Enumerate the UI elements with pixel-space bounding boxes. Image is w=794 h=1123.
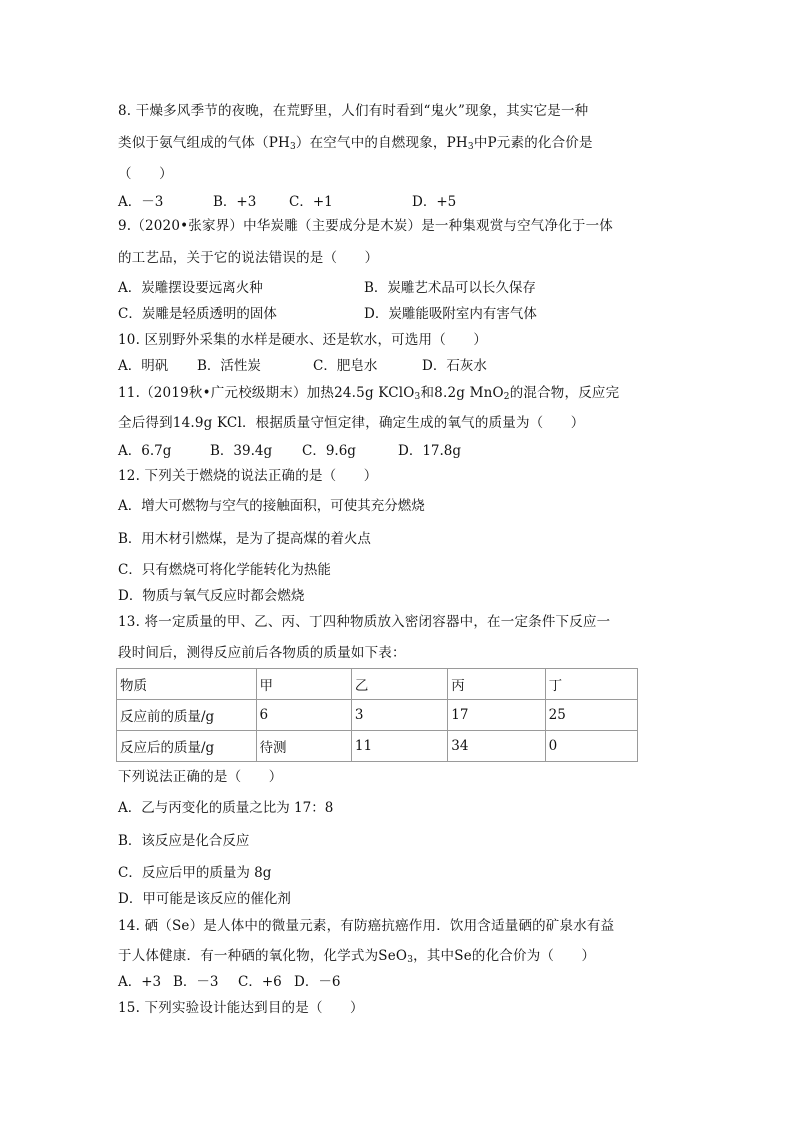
q12-option-b: B．用木材引燃煤，是为了提高煤的着火点 <box>118 531 371 547</box>
mass-table <box>116 668 638 762</box>
table-cell: 25 <box>545 700 637 731</box>
table-cell: 3 <box>351 700 447 731</box>
q12-option-c: C．只有燃烧可将化学能转化为热能 <box>118 562 331 578</box>
table-cell: 反应后的质量/g <box>117 731 257 762</box>
table-row <box>117 731 638 762</box>
q10-stem: 10. 区别野外采集的水样是硬水、还是软水，可选用（ ） <box>118 332 488 348</box>
table-cell: 丁 <box>545 669 637 700</box>
table-cell: 17 <box>448 700 545 731</box>
table-cell: 丙 <box>448 669 545 700</box>
q13-stem-line2: 段时间后，测得反应前后各物质的质量如下表： <box>118 645 406 661</box>
table-cell: 11 <box>351 731 447 762</box>
q9-option-d: D．炭雕能吸附室内有害气体 <box>364 306 537 322</box>
q12-option-a: A．增大可燃物与空气的接触面积，可使其充分燃烧 <box>118 498 425 514</box>
table-row <box>117 700 638 731</box>
q14-option-d: D．－6 <box>294 974 341 990</box>
q11-stem-line2: 全后得到14.9g KCl．根据质量守恒定律，确定生成的氧气的质量为（ ） <box>118 415 585 431</box>
q8-option-b: B．+3 <box>213 194 257 210</box>
table-cell: 物质 <box>117 669 257 700</box>
q10-option-c: C．肥皂水 <box>313 358 378 374</box>
q9-stem-line2: 的工艺品，关于它的说法错误的是（ ） <box>118 250 379 266</box>
q8-stem-line2: 类似于氨气组成的气体$(PH_3)$在空气中的自燃现象，$PH_3$中P元素的化合价是 <box>118 135 593 152</box>
q14-stem-line1: 14. 硒（Se）是人体中的微量元素，有防癌抗癌作用．饮用含适量硒的矿泉水有益 <box>118 918 615 934</box>
q14-option-b: B．－3 <box>173 974 219 990</box>
q10-option-d: D．石灰水 <box>422 358 487 374</box>
table-row <box>117 669 638 700</box>
q11-option-b: B．39.4g <box>210 443 273 459</box>
q13-stem-line1: 13. 将一定质量的甲、乙、丙、丁四种物质放入密闭容器中，在一定条件下反应一 <box>118 614 611 630</box>
q8-option-c: C．+1 <box>289 194 333 210</box>
q9-option-c: C．炭雕是轻质透明的固体 <box>118 306 277 322</box>
q13-option-b: B．该反应是化合反应 <box>118 833 250 849</box>
table-cell: 34 <box>448 731 545 762</box>
table-cell: 6 <box>256 700 351 731</box>
q10-option-a: A．明矾 <box>118 358 169 374</box>
q10-option-b: B．活性炭 <box>197 358 261 374</box>
q9-option-b: B．炭雕艺术品可以长久保存 <box>364 280 536 296</box>
q15-stem: 15. 下列实验设计能达到目的是（ ） <box>118 1000 364 1016</box>
q8-option-d: D．+5 <box>412 194 457 210</box>
q8-answer-blank: （ ） <box>118 166 173 182</box>
q13-option-d: D．甲可能是该反应的催化剂 <box>118 891 291 907</box>
table-cell: 甲 <box>256 669 351 700</box>
table-cell: 反应前的质量/g <box>117 700 257 731</box>
q11-option-c: C．9.6g <box>302 443 356 459</box>
q14-option-c: C．+6 <box>238 974 282 990</box>
q13-prompt: 下列说法正确的是（ ） <box>118 769 283 785</box>
q11-option-a: A．6.7g <box>118 443 172 459</box>
q8-option-a: A．－3 <box>118 194 164 210</box>
q13-option-a: A．乙与丙变化的质量之比为 17：8 <box>118 800 334 816</box>
q14-option-a: A．+3 <box>118 974 162 990</box>
table-cell: 0 <box>545 731 637 762</box>
q12-stem: 12. 下列关于燃烧的说法正确的是（ ） <box>118 468 378 484</box>
q9-stem-line1: 9.（2020•张家界）中华炭雕（主要成分是木炭）是一种集观赏与空气净化于一体 <box>118 218 613 234</box>
q14-stem-line2: 于人体健康．有一种硒的氧化物，化学式为SeO$_3$，其中Se的化合价为（ ） <box>118 948 596 965</box>
q13-option-c: C．反应后甲的质量为 8g <box>118 865 272 881</box>
table-cell: 乙 <box>351 669 447 700</box>
q11-stem-line1: 11.（2019秋•广元校级期末）加热24.5g KClO$_3$和8.2g MnO$_2$的混合物，反应完 <box>118 385 620 402</box>
q12-option-d: D．物质与氧气反应时都会燃烧 <box>118 588 305 604</box>
table-cell: 待测 <box>256 731 351 762</box>
q8-stem-line1: 8. 干燥多风季节的夜晚，在荒野里，人们有时看到“鬼火”现象，其实它是一种 <box>118 103 589 119</box>
q9-option-a: A．炭雕摆设要远离火种 <box>118 280 263 296</box>
q11-option-d: D．17.8g <box>398 443 462 459</box>
